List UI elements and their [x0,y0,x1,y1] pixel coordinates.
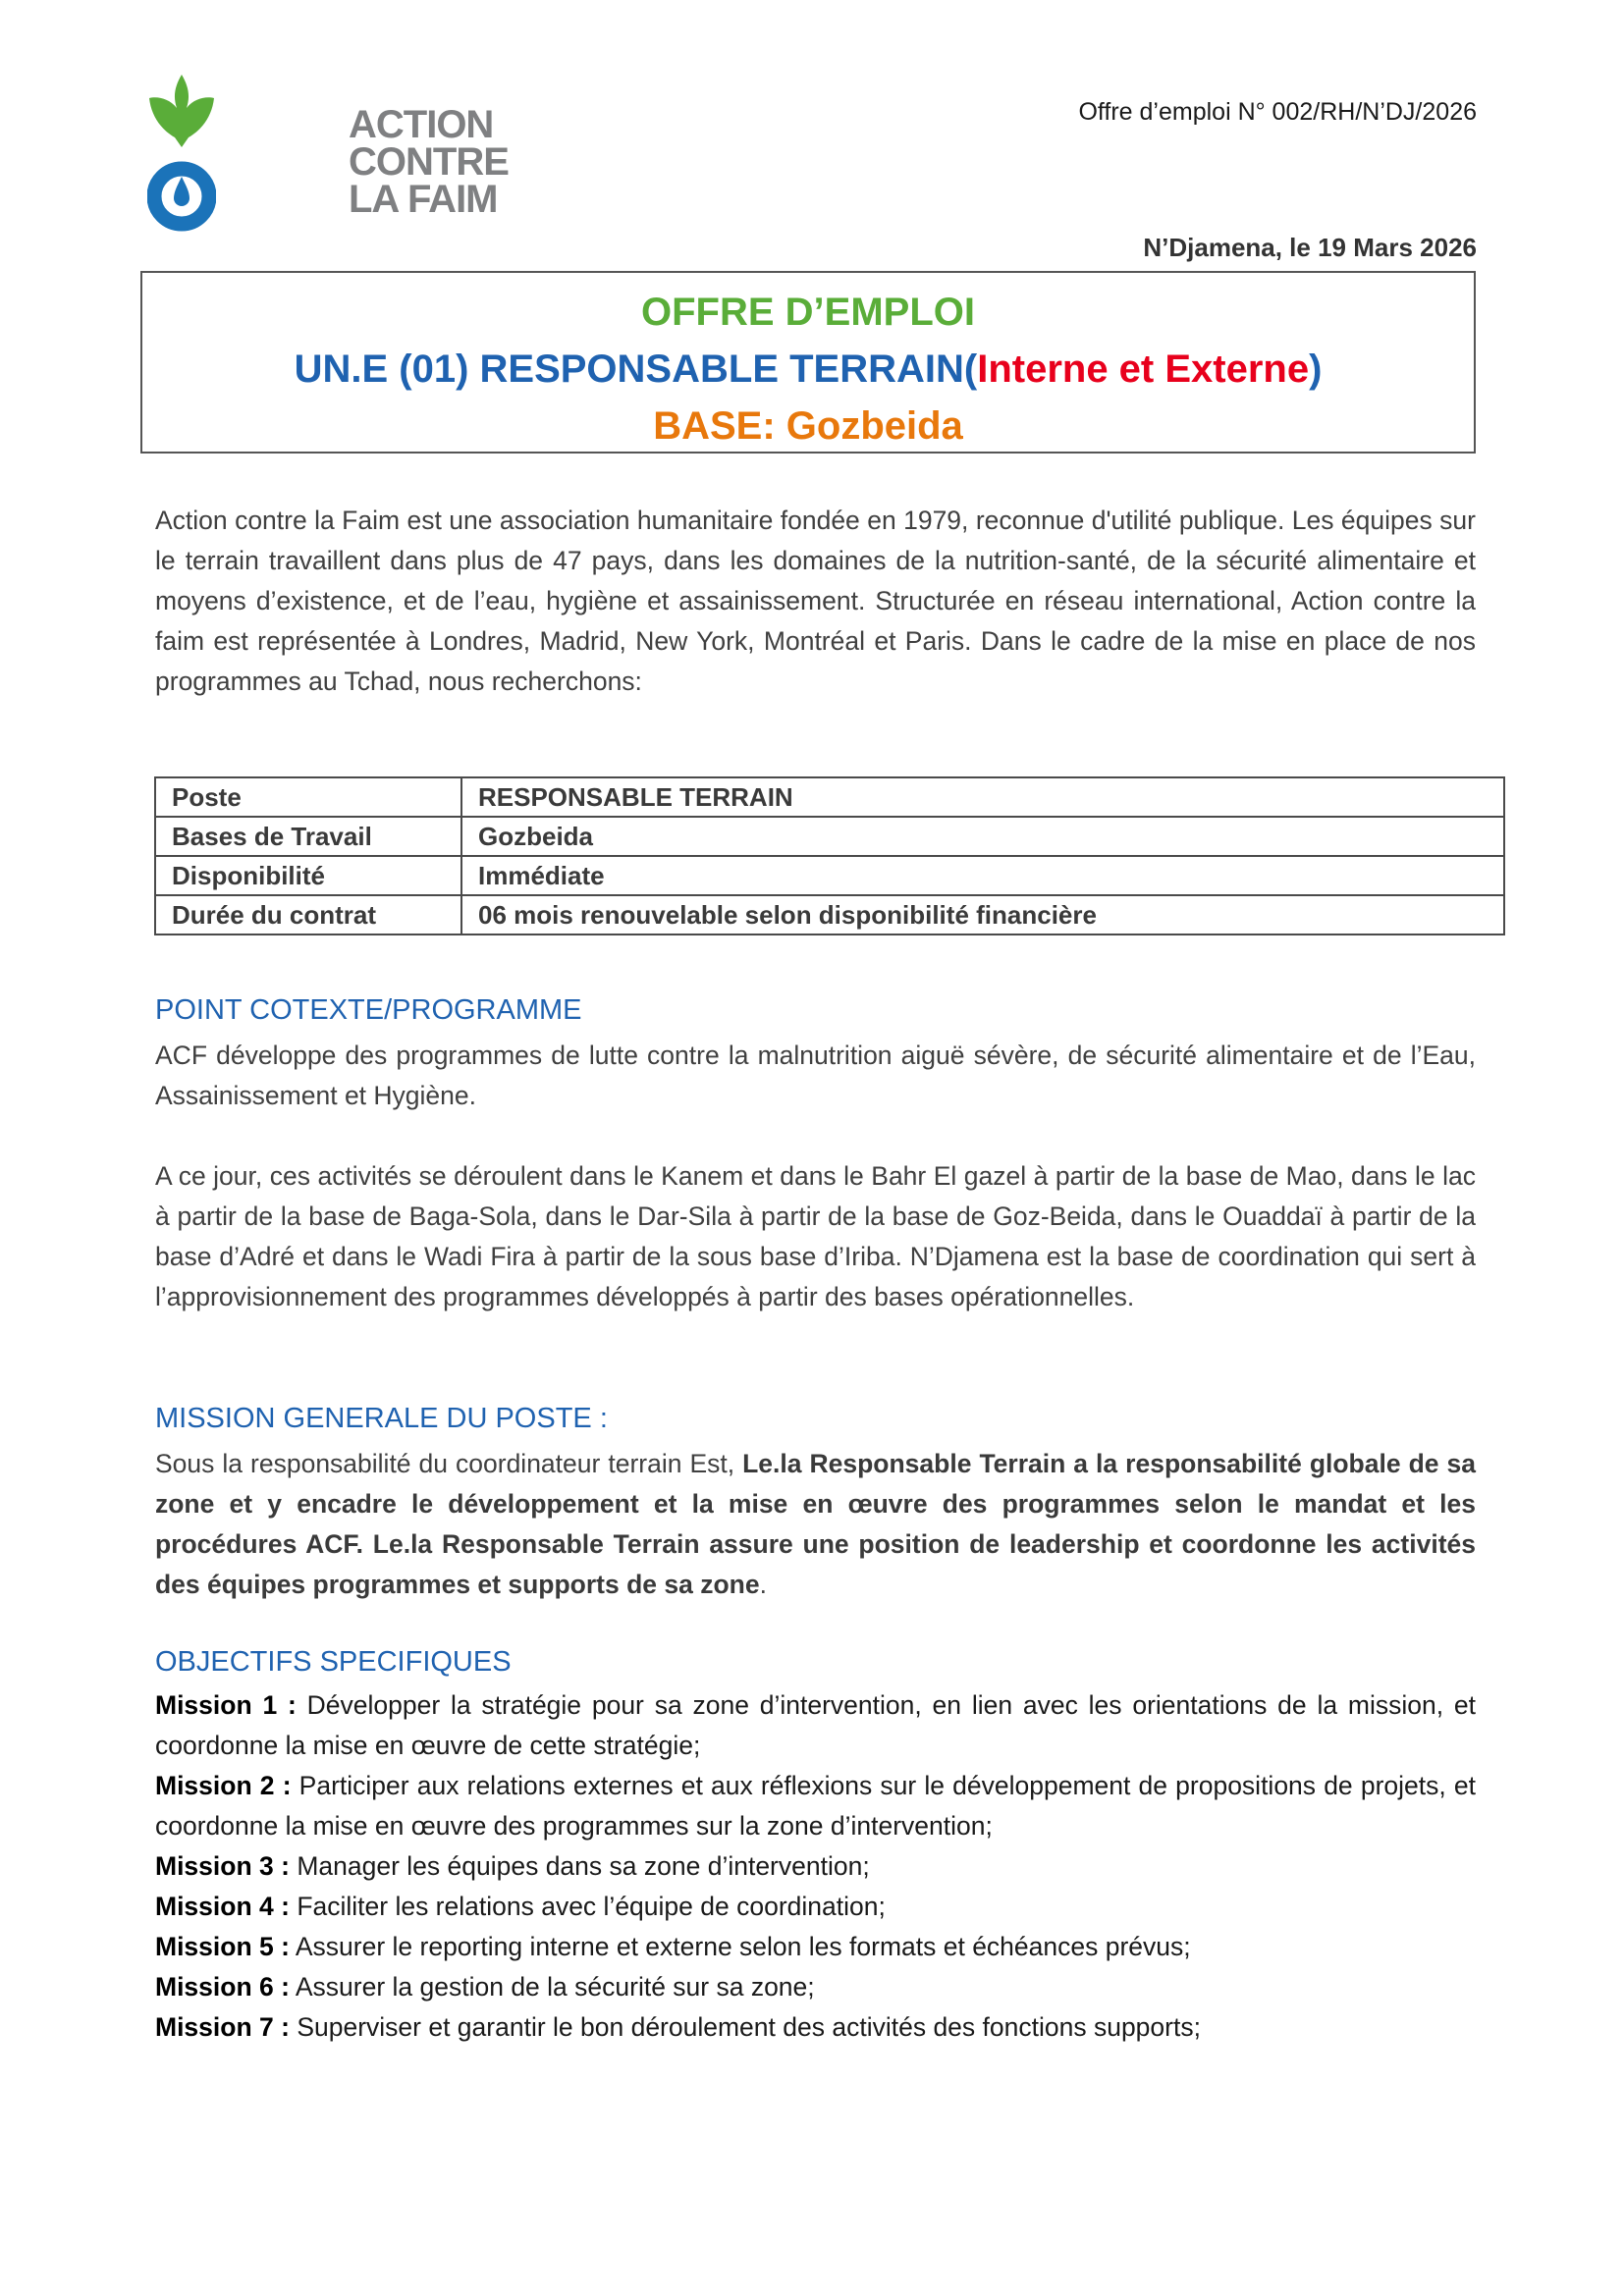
mission-label: Mission 6 : [155,1972,290,2002]
mission-label: Mission 3 : [155,1851,290,1881]
mission-text: Superviser et garantir le bon déroulement des activités des fonctions supports; [289,2012,1201,2042]
mission-lead-text: Sous la responsabilité du coordinateur terrain Est, [155,1449,743,1478]
mission-text: Manager les équipes dans sa zone d’intervention; [289,1851,870,1881]
position-name: UN.E (01) RESPONSABLE TERRAIN( [294,347,978,391]
mission-text: Participer aux relations externes et aux réflexions sur le développement de propositions de projets, et coordonne la mise en œuvre des programmes sur la zone d’intervention; [155,1771,1476,1841]
table-label: Poste [155,777,461,817]
mission-generale-paragraph [155,1444,1476,1605]
table-row [155,777,1504,817]
table-label: Durée du contrat [155,895,461,934]
mission-bold-text: Le.la Responsable Terrain a la responsabilité globale de sa zone et y encadre le développement et la mise en œuvre des programmes selon le mandat et les procédures ACF. Le.la Responsable Terrain assure une position de leadership et coordonne les activités des équipes programmes et supports de sa zone [155,1449,1476,1599]
mission-text: Faciliter les relations avec l’équipe de coordination; [289,1892,886,1921]
list-item [155,1846,1476,1887]
table-row [155,817,1504,856]
table-row [155,856,1504,895]
table-row [155,895,1504,934]
logo-wordmark [349,103,509,221]
list-item [155,1766,1476,1846]
place-date: N’Djamena, le 19 Mars 2026 [1143,233,1477,262]
table-value: Immédiate [461,856,1504,895]
context-paragraph-2: A ce jour, ces activités se déroulent dans le Kanem et dans le Bahr El gazel à partir de la base de Mao, dans le lac à partir de la base de Baga-Sola, dans le Dar-Sila à partir de la base de Goz-Beida, dans le Ouaddaï à partir de la base d’Adré et dans le Wadi Fira à partir de la sous base d’Iriba. N’Djamena est la base de coordination qui sert à l’approvisionnement des programmes développés à partir des bases opérationnelles. [155,1161,1476,1311]
objectifs-heading: OBJECTIFS SPECIFIQUES [155,1646,512,1678]
table-value: Gozbeida [461,817,1504,856]
list-item [155,1927,1476,1967]
offer-title: OFFRE D’EMPLOI [641,291,975,334]
mission-tail-text: . [759,1570,767,1599]
logo-line: LA FAIM [349,178,498,221]
missions-list [155,1685,1476,2048]
context-heading: POINT COTEXTE/PROGRAMME [155,994,582,1026]
table-label: Bases de Travail [155,817,461,856]
mission-label: Mission 5 : [155,1932,290,1961]
acf-logo [147,67,509,239]
mission-generale-heading: MISSION GENERALE DU POSTE : [155,1403,608,1434]
offer-reference: Offre d’emploi N° 002/RH/N’DJ/2026 [1078,98,1477,126]
info-table [154,776,1505,935]
mission-label: Mission 1 : [155,1690,297,1720]
logo-line: ACTION [349,103,494,146]
base-title: BASE: Gozbeida [653,404,963,448]
list-item [155,1685,1476,1766]
mission-text: Assurer la gestion de la sécurité sur sa zone; [289,1972,815,2002]
list-item [155,1887,1476,1927]
title-box [140,271,1476,454]
mission-text: Assurer le reporting interne et externe selon les formats et échéances prévus; [289,1932,1191,1961]
position-title [142,340,1474,399]
mission-label: Mission 4 : [155,1892,290,1921]
logo-line: CONTRE [349,140,509,184]
leaf-drop-logo-icon [147,67,216,239]
recruitment-type: Interne et Externe [977,347,1310,391]
list-item [155,1967,1476,2007]
mission-text: Développer la stratégie pour sa zone d’intervention, en lien avec les orientations de la mission, et coordonne la mise en œuvre de cette stratégie; [155,1690,1476,1760]
table-value: RESPONSABLE TERRAIN [461,777,1504,817]
list-item [155,2007,1476,2048]
table-value: 06 mois renouvelable selon disponibilité financière [461,895,1504,934]
intro-paragraph: Action contre la Faim est une association humanitaire fondée en 1979, reconnue d'utilité publique. Les équipes sur le terrain travaillent dans plus de 47 pays, dans les domaines de la nutrition-santé, de la sécurité alimentaire et moyens d’existence, et de l’eau, hygiène et assainissement. Structurée en réseau international, Action contre la faim est représentée à Londres, Madrid, New York, Montréal et Paris. Dans le cadre de la mise en place de nos programmes au Tchad, nous recherchons: [155,506,1476,696]
context-paragraph-1: ACF développe des programmes de lutte contre la malnutrition aiguë sévère, de sécurité alimentaire et de l’Eau, Assainissement et Hygiène. [155,1041,1476,1110]
closing-paren: ) [1309,347,1323,391]
table-label: Disponibilité [155,856,461,895]
mission-label: Mission 7 : [155,2012,290,2042]
mission-label: Mission 2 : [155,1771,292,1800]
